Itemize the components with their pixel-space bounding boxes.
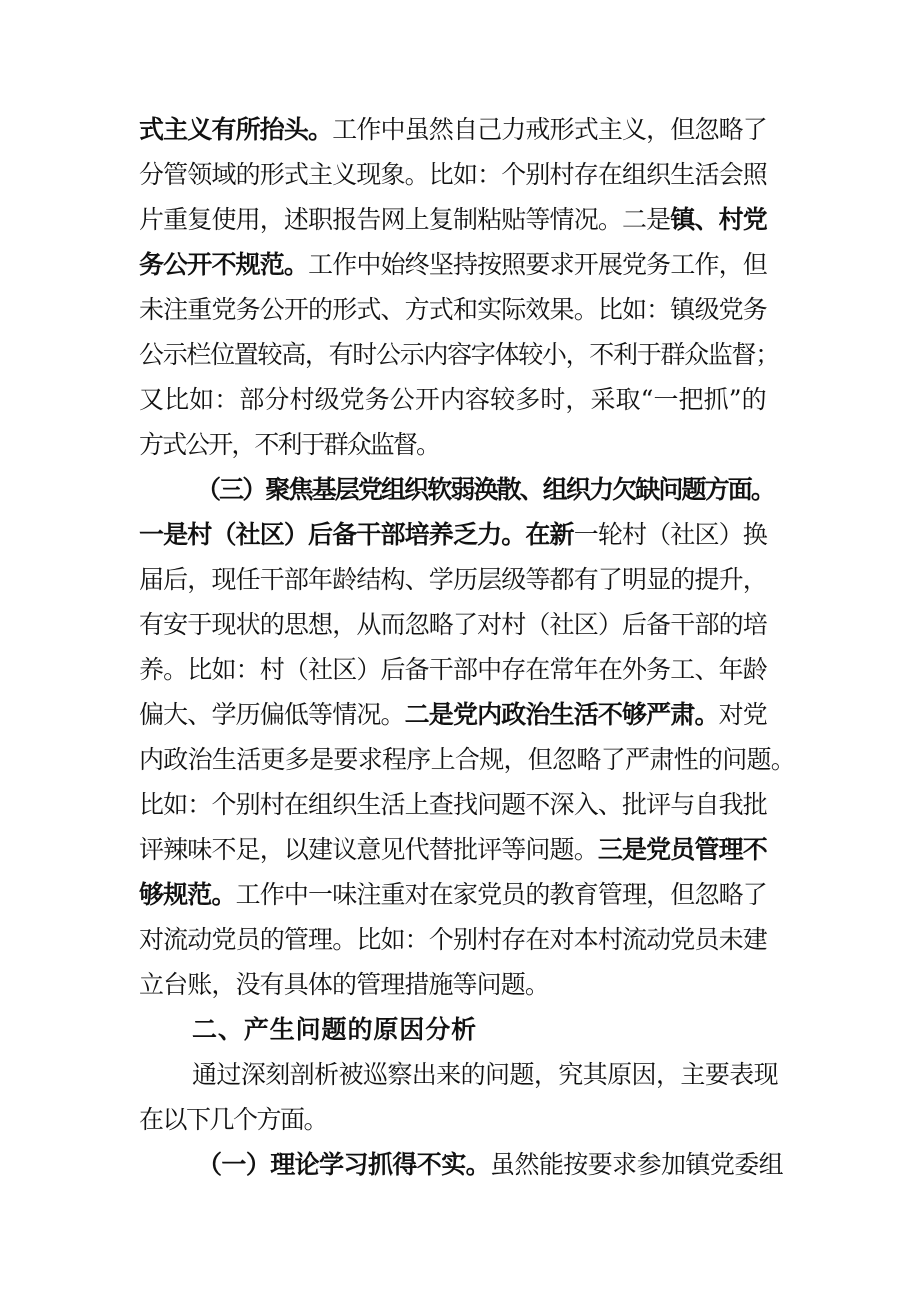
text-line-5 [139,293,767,327]
text-line-24 [197,1148,783,1182]
text-line-16 [139,788,767,822]
bold-phrase: 三是党员管理不 [597,835,767,864]
text-segment: 有安于现状的思想，从而忽略了对村（社区）后备干部的培 [139,610,767,639]
text-segment: 立台账，没有具体的管理措施等问题。 [139,970,550,999]
bold-phrase: 一是村（社区）后备干部培养乏力。在新 [139,520,574,549]
text-line-8 [139,428,439,462]
text-line-11 [139,563,767,597]
text-segment: 工作中虽然自己力戒形式主义，但忽略了 [332,115,767,144]
text-line-3 [139,203,767,237]
text-segment: 届后，现任干部年龄结构、学历层级等都有了明显的提升， [139,565,767,594]
text-segment: 公示栏位置较高，有时公示内容字体较小，不利于群众监督； [139,340,779,369]
text-line-18 [139,878,767,912]
text-segment: 片重复使用，述职报告网上复制粘贴等情况。二是 [139,205,671,234]
text-line-1 [139,113,767,147]
text-segment: 分管领域的形式主义现象。比如：个别村存在组织生活会照 [139,160,767,189]
text-segment: 比如：个别村在组织生活上查找问题不深入、批评与自我批 [139,790,767,819]
text-line-2 [139,158,767,192]
text-segment: 偏大、学历偏低等情况。 [139,700,405,729]
text-line-9 [196,473,774,507]
text-line-6 [139,338,779,372]
text-segment: 工作中一味注重对在家党员的教育管理，但忽略了 [235,880,767,909]
text-line-14 [139,698,767,732]
text-line-20 [139,968,549,1002]
text-line-23 [139,1103,327,1137]
text-segment: 内政治生活更多是要求程序上合规，但忽略了严肃性的问题。 [139,745,796,774]
section-heading [192,1013,477,1047]
text-line-12 [139,608,767,642]
text-segment: 对党 [718,700,767,729]
text-line-19 [139,923,767,957]
text-line-15 [139,743,795,777]
text-segment: 通过深刻剖析被巡察出来的问题，究其原因，主要表现 [192,1060,779,1089]
bold-phrase: 式主义有所抬头。 [139,115,333,144]
bold-phrase: 二是党内政治生活不够严肃。 [404,700,719,729]
text-segment: 虽然能按要求参加镇党委组 [490,1150,784,1179]
bold-phrase: 够规范。 [139,880,236,909]
text-segment: 一轮村（社区）换 [573,520,767,549]
text-segment: 方式公开，不利于群众监督。 [139,430,440,459]
text-segment: 又比如：部分村级党务公开内容较多时，采取“一把抓”的 [139,385,767,414]
text-segment: 未注重党务公开的形式、方式和实际效果。比如：镇级党务 [139,295,767,324]
text-line-17 [139,833,767,867]
bold-phrase: 务公开不规范。 [139,250,309,279]
text-line-7 [139,383,767,417]
bold-phrase: （一）理论学习抓得不实。 [197,1150,491,1179]
bold-phrase: 二、产生问题的原因分析 [192,1015,478,1044]
bold-phrase: 镇、村党 [670,205,767,234]
bold-phrase: （三）聚焦基层党组织软弱涣散、组织力欠缺问题方面。 [196,475,775,504]
text-segment: 养。比如：村（社区）后备干部中存在常年在外务工、年龄 [139,655,767,684]
text-line-10 [139,518,767,552]
text-line-13 [139,653,767,687]
text-segment: 工作中始终坚持按照要求开展党务工作，但 [308,250,767,279]
text-segment: 评辣味不足，以建议意见代替批评等问题。 [139,835,598,864]
text-line-4 [139,248,767,282]
text-segment: 在以下几个方面。 [139,1105,328,1134]
text-segment: 对流动党员的管理。比如：个别村存在对本村流动党员未建 [139,925,767,954]
text-line-22 [192,1058,778,1092]
